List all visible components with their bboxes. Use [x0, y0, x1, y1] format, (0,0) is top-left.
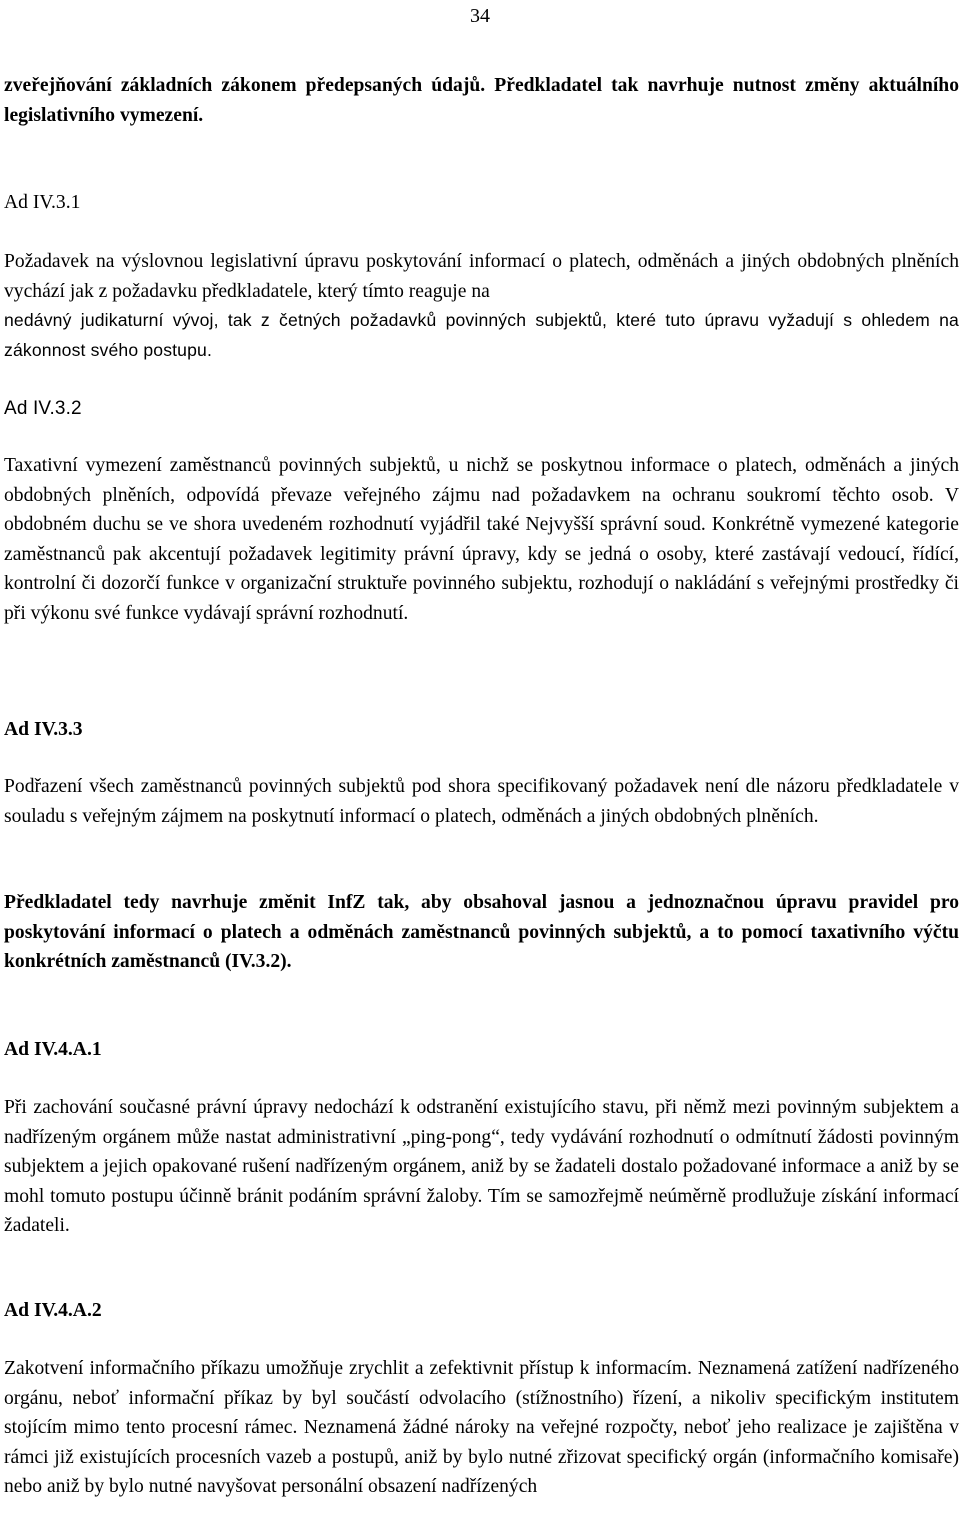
heading-ad-iv-3-2: Ad IV.3.2 — [4, 398, 82, 419]
intro-paragraph: zveřejňování základních zákonem předepsaných údajů. Předkladatel tak navrhuje nutnost změny aktuálního legislativního vymezení. — [4, 75, 959, 126]
proposal-paragraph: Předkladatel tedy navrhuje změnit InfZ tak, aby obsahoval jasnou a jednoznačnou úpravu pravidel pro poskytování informací o platech a odměnách zaměstnanců povinných subjektů, a to pomocí taxativního výčtu konkrétních zaměstnanců (IV.3.2). — [4, 892, 959, 972]
heading-ad-iv-4-a-1: Ad IV.4.A.1 — [4, 1039, 102, 1060]
paragraph-iv-3-1-part1: Požadavek na výslovnou legislativní úpravu poskytování informací o platech, odměnách a jiných obdobných plněních vychází jak z požadavku předkladatele, který tímto reaguje na — [4, 251, 959, 302]
heading-ad-iv-4-a-2: Ad IV.4.A.2 — [4, 1300, 102, 1321]
paragraph-iv-4-a-2: Zakotvení informačního příkazu umožňuje zrychlit a zefektivnit přístup k informacím. Neznamená zatížení nadřízeného orgánu, neboť informační příkaz by byl součástí odvolacího (stížnostního) řízení, a nikoliv specifickým institutem stojícím mimo tento procesní rámec. Neznamená žádné nároky na veřejné rozpočty, neboť jeho realizace je zajištěna v rámci již existujících procesních vazeb a postupů, aniž by bylo nutné zřizovat specifický orgán (informačního komisaře) nebo aniž by bylo nutné navyšovat personální obsazení nadřízených — [4, 1358, 959, 1497]
paragraph-iv-3-1-part2: nedávný judikaturní vývoj, tak z četných požadavků povinných subjektů, které tuto úpravu vyžadují s ohledem na zákonnost svého postupu. — [4, 310, 959, 360]
heading-ad-iv-3-1: Ad IV.3.1 — [4, 192, 81, 213]
paragraph-iv-3-3: Podřazení všech zaměstnanců povinných subjektů pod shora specifikovaný požadavek není dle názoru předkladatele v souladu s veřejným zájmem na poskytnutí informací o platech, odměnách a jiných obdobných plněních. — [4, 776, 959, 827]
heading-ad-iv-3-3: Ad IV.3.3 — [4, 719, 83, 740]
page-number: 34 — [470, 5, 490, 27]
paragraph-iv-4-a-1: Při zachování současné právní úpravy nedochází k odstranění existujícího stavu, při němž mezi povinným subjektem a nadřízeným orgánem může nastat administrativní „ping-pong“, tedy vydávání rozhodnutí o odmítnutí žádosti povinným subjektem a jejich opakované rušení nadřízeným orgánem, aniž by se žadateli dostalo požadované informace a aniž by se mohl tomuto postupu účinně bránit podáním správní žaloby. Tím se samozřejmě neúměrně prodlužuje získání informací žadateli. — [4, 1097, 959, 1236]
document-page — [4, 0, 959, 1531]
paragraph-iv-3-2: Taxativní vymezení zaměstnanců povinných subjektů, u nichž se poskytnou informace o platech, odměnách a jiných obdobných plněních, odpovídá převaze veřejného zájmu nad požadavkem na ochranu soukromí těchto osob. V obdobném duchu se ve shora uvedeném rozhodnutí vyjádřil také Nejvyšší správní soud. Konkrétně vymezené kategorie zaměstnanců pak akcentují požadavek legitimity právní úpravy, kdy se jedná o osoby, které zastávají vedoucí, řídící, kontrolní či dozorčí funkce v organizační struktuře povinného subjektu, rozhodují o nakládání s veřejnými prostředky či při výkonu své funkce vydávají správní rozhodnutí. — [4, 455, 959, 624]
